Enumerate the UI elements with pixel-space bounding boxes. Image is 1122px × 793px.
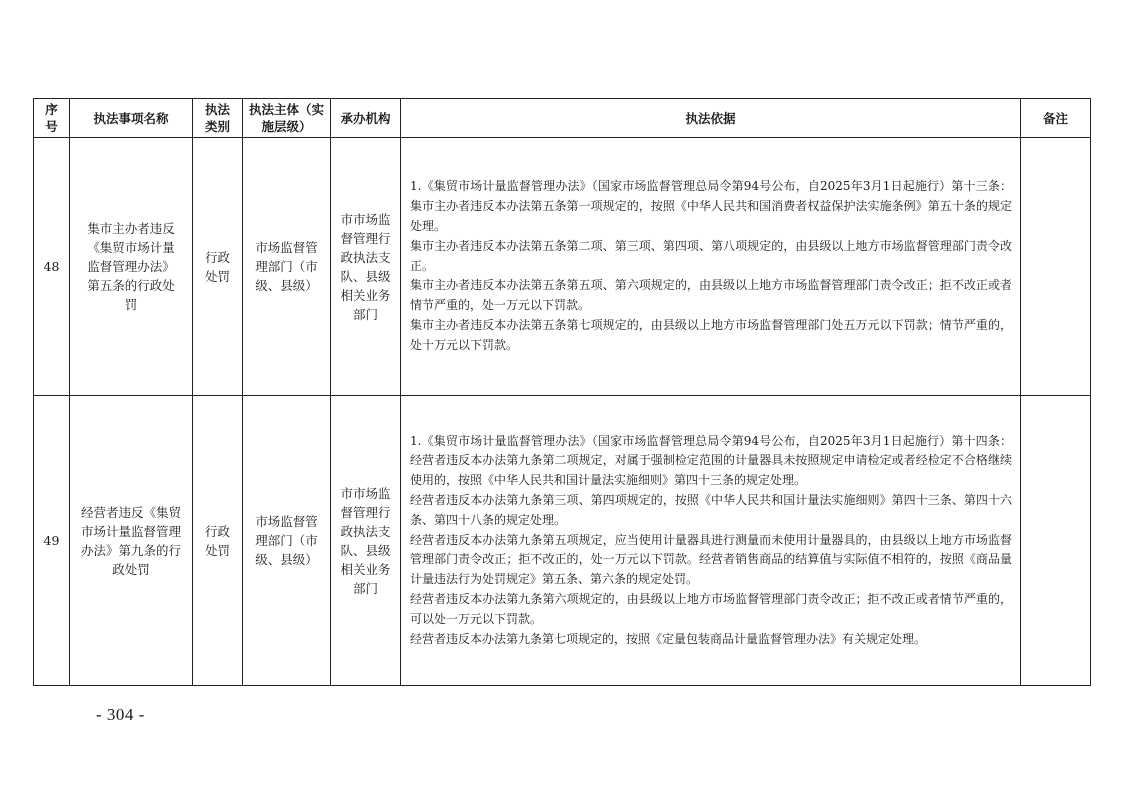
basis-paragraph: 经营者违反本办法第九条第五项规定，应当使用计量器具进行测量而未使用计量器具的，由县级以上地方市场监督管理部门责令改正；拒不改正的，处一万元以下罚款。经营者销售商品的结算值与实际值不相符的，按照《商品量计量违法行为处罚规定》第五条、第六条的规定处罚。 <box>410 532 1012 587</box>
header-row <box>34 99 1091 138</box>
row-seq: 49 <box>34 396 70 686</box>
basis-paragraph: 经营者违反本办法第九条第三项、第四项规定的，按照《中华人民共和国计量法实施细则》第四十三条、第四十六条、第四十八条的规定处理。 <box>410 493 1012 527</box>
row-category: 行政处罚 <box>193 138 243 396</box>
basis-paragraph: 集市主办者违反本办法第五条第五项、第六项规定的，由县级以上地方市场监督管理部门责令改正；拒不改正或者情节严重的，处一万元以下罚款。 <box>410 278 1012 313</box>
row-subject: 市场监督管理部门（市级、县级） <box>243 396 331 686</box>
basis-paragraph: 集市主办者违反本办法第五条第二项、第三项、第四项、第八项规定的，由县级以上地方市场监督管理部门责令改正。 <box>410 238 1012 273</box>
row-category: 行政处罚 <box>193 396 243 686</box>
header-basis: 执法依据 <box>401 99 1021 138</box>
row-agency: 市市场监督管理行政执法支队、县级相关业务部门 <box>331 396 401 686</box>
page-number: - 304 - <box>96 705 145 724</box>
header-category: 执法类别 <box>193 99 243 138</box>
enforcement-items-table <box>33 98 1091 686</box>
row-remark <box>1021 396 1091 686</box>
header-remark: 备注 <box>1021 99 1091 138</box>
row-agency: 市市场监督管理行政执法支队、县级相关业务部门 <box>331 138 401 396</box>
row-seq: 48 <box>34 138 70 396</box>
row-item-name: 集市主办者违反《集贸市场计量监督管理办法》第五条的行政处罚 <box>70 138 193 396</box>
basis-paragraph: 经营者违反本办法第九条第六项规定的，由县级以上地方市场监督管理部门责令改正；拒不改正或者情节严重的，可以处一万元以下罚款。 <box>410 591 1012 626</box>
table-row <box>34 396 1091 686</box>
row-basis <box>401 138 1021 396</box>
row-subject: 市场监督管理部门（市级、县级） <box>243 138 331 396</box>
row-remark <box>1021 138 1091 396</box>
basis-paragraph: 1.《集贸市场计量监督管理办法》（国家市场监督管理总局令第94号公布，自2025年3月1日起施行）第十四条：经营者违反本办法第九条第二项规定，对属于强制检定范围的计量器具未按照规定申请检定或者经检定不合格继续使用的，按照《中华人民共和国计量法实施细则》第四十三条的规定处理。 <box>410 433 1012 488</box>
header-seq: 序号 <box>34 99 70 138</box>
header-agency: 承办机构 <box>331 99 401 138</box>
header-subject: 执法主体（实施层级） <box>243 99 331 138</box>
row-basis <box>401 396 1021 686</box>
table-row <box>34 138 1091 396</box>
basis-paragraph: 1.《集贸市场计量监督管理办法》（国家市场监督管理总局令第94号公布，自2025年3月1日起施行）第十三条：集市主办者违反本办法第五条第一项规定的，按照《中华人民共和国消费者权益保护法实施条例》第五十条的规定处理。 <box>410 179 1012 233</box>
basis-paragraph: 经营者违反本办法第九条第七项规定的，按照《定量包装商品计量监督管理办法》有关规定处理。 <box>410 631 927 646</box>
header-item-name: 执法事项名称 <box>70 99 193 138</box>
basis-paragraph: 集市主办者违反本办法第五条第七项规定的，由县级以上地方市场监督管理部门处五万元以下罚款；情节严重的，处十万元以下罚款。 <box>410 317 1012 352</box>
row-item-name: 经营者违反《集贸市场计量监督管理办法》第九条的行政处罚 <box>70 396 193 686</box>
